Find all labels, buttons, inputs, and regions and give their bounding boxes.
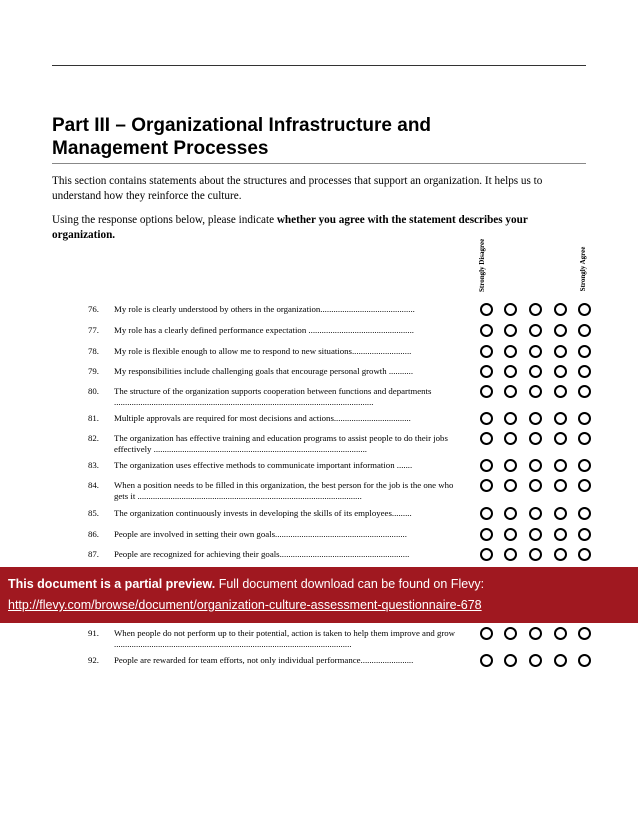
question-number: 87. <box>88 549 99 559</box>
rating-option-4[interactable] <box>554 479 567 492</box>
rating-option-5[interactable] <box>578 412 591 425</box>
rating-option-5[interactable] <box>578 507 591 520</box>
rating-option-2[interactable] <box>504 385 517 398</box>
rating-option-5[interactable] <box>578 385 591 398</box>
rating-option-4[interactable] <box>554 528 567 541</box>
rating-option-4[interactable] <box>554 324 567 337</box>
rating-option-4[interactable] <box>554 654 567 667</box>
question-statement: The organization continuously invests in developing the skills of its employees......... <box>114 508 412 518</box>
rating-option-1[interactable] <box>480 432 493 445</box>
question-statement: Multiple approvals are required for most decisions and actions................................... <box>114 413 411 423</box>
scale-left-label <box>478 238 486 292</box>
question-statement: When people do not perform up to their potential, action is taken to help them improve and grow ............................................................................................................ <box>114 628 456 649</box>
rating-option-5[interactable] <box>578 627 591 640</box>
question-statement: When a position needs to be filled in this organization, the best person for the job is the one who gets it ...................................................................................................... <box>114 480 454 501</box>
top-rule <box>52 65 586 66</box>
rating-option-3[interactable] <box>529 303 542 316</box>
question-statement: My role is flexible enough to allow me to respond to new situations........................... <box>114 346 412 356</box>
question-number: 86. <box>88 529 99 539</box>
rating-option-2[interactable] <box>504 479 517 492</box>
rating-option-5[interactable] <box>578 654 591 667</box>
question-number: 83. <box>88 460 99 470</box>
banner-download-link[interactable]: http://flevy.com/browse/document/organization-culture-assessment-questionnaire-678 <box>8 598 482 612</box>
rating-option-2[interactable] <box>504 627 517 640</box>
rating-option-1[interactable] <box>480 412 493 425</box>
question-statement: People are recognized for achieving their goals........................................................... <box>114 549 410 559</box>
rating-option-2[interactable] <box>504 528 517 541</box>
rating-option-1[interactable] <box>480 385 493 398</box>
rating-option-2[interactable] <box>504 365 517 378</box>
question-statement: My responsibilities include challenging goals that encourage personal growth ........... <box>114 366 414 376</box>
preview-banner <box>0 567 638 623</box>
rating-option-3[interactable] <box>529 654 542 667</box>
rating-option-4[interactable] <box>554 412 567 425</box>
section-title-line-2: Management Processes <box>52 138 269 159</box>
rating-option-2[interactable] <box>504 345 517 358</box>
rating-option-5[interactable] <box>578 365 591 378</box>
question-number: 81. <box>88 413 99 423</box>
rating-option-2[interactable] <box>504 324 517 337</box>
rating-option-4[interactable] <box>554 365 567 378</box>
rating-option-5[interactable] <box>578 528 591 541</box>
question-statement: The organization uses effective methods to communicate important information ....... <box>114 460 413 470</box>
rating-option-1[interactable] <box>480 365 493 378</box>
question-number: 91. <box>88 628 99 638</box>
rating-option-3[interactable] <box>529 548 542 561</box>
question-number: 82. <box>88 433 99 443</box>
rating-option-2[interactable] <box>504 459 517 472</box>
rating-option-1[interactable] <box>480 528 493 541</box>
question-number: 80. <box>88 386 99 396</box>
rating-option-3[interactable] <box>529 324 542 337</box>
rating-option-5[interactable] <box>578 345 591 358</box>
rating-option-2[interactable] <box>504 507 517 520</box>
rating-option-4[interactable] <box>554 345 567 358</box>
question-number: 84. <box>88 480 99 490</box>
rating-option-4[interactable] <box>554 507 567 520</box>
question-number: 76. <box>88 304 99 314</box>
question-number: 79. <box>88 366 99 376</box>
rating-option-2[interactable] <box>504 432 517 445</box>
rating-option-1[interactable] <box>480 459 493 472</box>
rating-option-5[interactable] <box>578 303 591 316</box>
rating-option-4[interactable] <box>554 303 567 316</box>
rating-option-3[interactable] <box>529 412 542 425</box>
rating-option-3[interactable] <box>529 528 542 541</box>
question-number: 92. <box>88 655 99 665</box>
rating-option-3[interactable] <box>529 365 542 378</box>
question-statement: My role has a clearly defined performance expectation ................................................ <box>114 325 414 335</box>
rating-option-1[interactable] <box>480 324 493 337</box>
rating-option-1[interactable] <box>480 548 493 561</box>
rating-option-1[interactable] <box>480 507 493 520</box>
instruction-text: Using the response options below, please indicate <box>52 214 277 226</box>
rating-option-5[interactable] <box>578 432 591 445</box>
section-title <box>52 114 572 160</box>
rating-option-2[interactable] <box>504 654 517 667</box>
rating-option-2[interactable] <box>504 548 517 561</box>
rating-option-1[interactable] <box>480 479 493 492</box>
title-rule <box>52 163 586 164</box>
rating-option-2[interactable] <box>504 412 517 425</box>
rating-option-3[interactable] <box>529 507 542 520</box>
rating-option-1[interactable] <box>480 627 493 640</box>
question-statement: People are rewarded for team efforts, not only individual performance........................ <box>114 655 414 665</box>
section-title-line-1: Part III – Organizational Infrastructure and <box>52 115 432 136</box>
instruction-bold-text: whether you agree with the statement describes your organization. <box>52 214 528 241</box>
question-statement: People are involved in setting their own goals............................................................ <box>114 529 407 539</box>
rating-option-4[interactable] <box>554 459 567 472</box>
rating-option-5[interactable] <box>578 548 591 561</box>
rating-option-4[interactable] <box>554 548 567 561</box>
intro-paragraph: This section contains statements about the structures and processes that support an organization. It helps us to understand how they reinforce the culture. <box>52 175 543 202</box>
rating-option-3[interactable] <box>529 459 542 472</box>
rating-option-4[interactable] <box>554 432 567 445</box>
question-statement: My role is clearly understood by others in the organization........................................... <box>114 304 415 314</box>
rating-option-5[interactable] <box>578 324 591 337</box>
instruction-paragraph <box>52 213 572 243</box>
rating-option-5[interactable] <box>578 479 591 492</box>
scale-right-label-text: Strongly Agree <box>579 246 587 292</box>
rating-option-1[interactable] <box>480 654 493 667</box>
banner-notice-rest: Full document download can be found on Flevy: <box>215 577 485 591</box>
rating-option-3[interactable] <box>529 479 542 492</box>
scale-left-label-text: Strongly Disagree <box>478 238 486 292</box>
banner-notice <box>8 577 484 591</box>
rating-option-3[interactable] <box>529 627 542 640</box>
question-number: 77. <box>88 325 99 335</box>
rating-option-4[interactable] <box>554 385 567 398</box>
rating-option-4[interactable] <box>554 627 567 640</box>
rating-option-2[interactable] <box>504 303 517 316</box>
question-number: 78. <box>88 346 99 356</box>
rating-option-3[interactable] <box>529 385 542 398</box>
question-number: 85. <box>88 508 99 518</box>
question-statement: The organization has effective training and education programs to assist people to do their jobs effectively ................................................................................................. <box>114 433 448 454</box>
banner-notice-strong: This document is a partial preview. <box>8 577 216 591</box>
rating-option-3[interactable] <box>529 345 542 358</box>
question-statement: The structure of the organization supports cooperation between functions and departments ...................................................................................................................... <box>114 386 432 407</box>
scale-right-label <box>579 246 587 292</box>
rating-option-1[interactable] <box>480 345 493 358</box>
rating-option-5[interactable] <box>578 459 591 472</box>
rating-option-3[interactable] <box>529 432 542 445</box>
rating-option-1[interactable] <box>480 303 493 316</box>
